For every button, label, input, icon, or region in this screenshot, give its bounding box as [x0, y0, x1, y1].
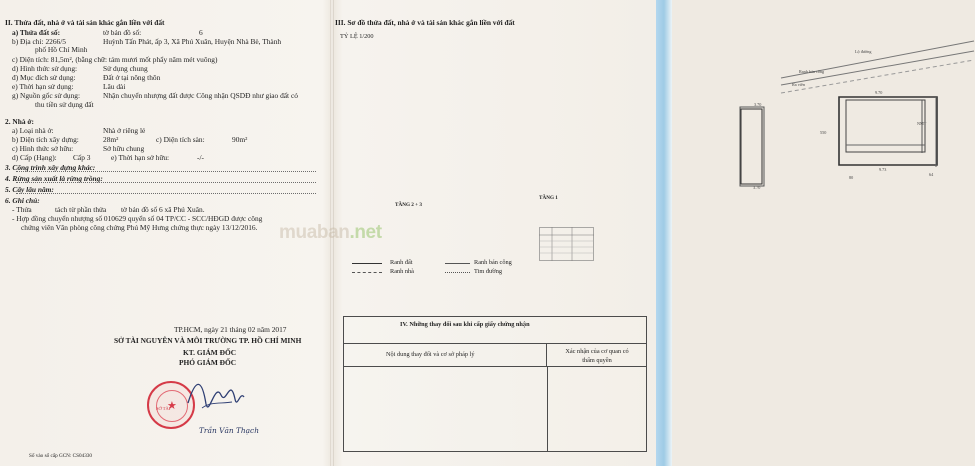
- address-value: Huỳnh Tấn Phát, ấp 3, Xã Phú Xuân, Huyện Nhà Bè, Thành: [103, 37, 282, 46]
- certificate-registration-number: Số vào sổ cấp GCN: CS04330: [29, 453, 92, 459]
- ownership-label: c) Hình thức sở hữu:: [12, 144, 74, 153]
- svg-text:550: 550: [820, 130, 827, 135]
- deputy-director-line-1: KT. GIÁM ĐỐC: [183, 348, 237, 357]
- house-boundary-legend: Ranh nhà: [390, 268, 414, 275]
- house-type-label: a) Loại nhà ở:: [12, 126, 54, 135]
- svg-text:Ra viền: Ra viền: [792, 82, 805, 87]
- semi-common-boundary-legend-line: [445, 263, 470, 264]
- svg-text:9.73: 9.73: [879, 167, 887, 172]
- watermark-text: muaban: [279, 222, 350, 243]
- svg-text:3.70: 3.70: [753, 185, 761, 190]
- map-sheet-label: tờ bản đồ số:: [103, 28, 142, 37]
- construction-area-label: b) Diện tích xây dựng:: [12, 135, 79, 144]
- ownership-value: Sở hữu chung: [103, 144, 145, 153]
- signing-date: TP.HCM, ngày 21 tháng 02 năm 2017: [174, 325, 287, 334]
- ground-floor-label: TẦNG 1: [539, 195, 558, 201]
- scale-label: TỶ LỆ 1/200: [340, 33, 374, 40]
- stamp-star-icon: ★: [167, 400, 177, 412]
- section-iii-title: III. Sơ đồ thửa đất, nhà ở và tài sản khác gắn liền với đất: [335, 18, 515, 27]
- svg-text:NMT: NMT: [917, 121, 927, 126]
- ownership-term-value: -/-: [197, 153, 204, 162]
- svg-text:Ranh bán công: Ranh bán công: [799, 69, 825, 74]
- authority-name: SỞ TÀI NGUYÊN VÀ MÔI TRƯỜNG TP. HỒ CHÍ MINH: [114, 336, 302, 345]
- address-city: phố Hồ Chí Minh: [35, 45, 88, 54]
- house-type-value: Nhà ở riêng lẻ: [103, 126, 146, 135]
- svg-text:Lộ đường: Lộ đường: [855, 49, 872, 54]
- semi-common-boundary-legend: Ranh bán công: [474, 259, 512, 266]
- other-construction-title: 3. Công trình xây dựng khác:: [5, 163, 96, 172]
- map-sheet-number: 6: [199, 28, 203, 37]
- usage-term-value: Lâu dài: [103, 82, 126, 91]
- watermark-domain: .net: [349, 222, 382, 243]
- table-column-divider: [547, 367, 548, 451]
- right-certificate-page: [334, 0, 934, 466]
- usage-form-label: d) Hình thức sử dụng:: [12, 64, 78, 73]
- authority-confirmation-label: Xác nhận của cơ quan có thẩm quyền: [565, 348, 629, 364]
- area-line: c) Diện tích: 81,5m², (bằng chữ: tám mươi mốt phẩy năm mét vuông): [12, 55, 218, 64]
- house-section-title: 2. Nhà ở:: [5, 117, 34, 126]
- changes-table: [343, 316, 647, 452]
- road-center-legend: Tim đường: [474, 268, 503, 275]
- usage-form-value: Sử dụng chung: [103, 64, 148, 73]
- signature-mark: [182, 369, 250, 420]
- floor-plan-label: TẦNG 2 + 3: [395, 202, 423, 208]
- dotted-separator: [16, 193, 316, 194]
- usage-origin-label: g) Nguồn gốc sử dụng:: [12, 91, 81, 100]
- dotted-separator: [16, 171, 316, 172]
- floor-area-value: 90m²: [232, 135, 248, 144]
- ownership-term-label: e) Thời hạn sở hữu:: [111, 153, 170, 162]
- road-center-legend-line: [445, 272, 470, 273]
- deputy-director-line-2: PHÓ GIÁM ĐỐC: [179, 358, 237, 367]
- perennial-tree-title: 5. Cây lâu năm:: [5, 185, 54, 194]
- note-line-1-start: - Thửa: [12, 205, 32, 214]
- address-label: b) Địa chỉ: 2266/5: [12, 37, 66, 46]
- blue-edge-stripe: [656, 0, 672, 466]
- usage-purpose-value: Đất ở tại nông thôn: [103, 73, 161, 82]
- changes-content-label: Nội dung thay đổi và cơ sở pháp lý: [386, 351, 475, 358]
- note-line-1-end: tờ bản đồ số 6 xã Phú Xuân.: [121, 205, 205, 214]
- note-line-2: - Hợp đồng chuyển nhượng số 010629 quyển số 04 TP/CC - SCC/HĐGD được công: [12, 214, 263, 223]
- usage-purpose-label: đ) Mục đích sử dụng:: [12, 73, 76, 82]
- land-boundary-legend-line: [352, 263, 382, 264]
- house-boundary-legend-line: [352, 272, 382, 273]
- usage-origin-value-continued: thu tiền sử dụng đất: [35, 100, 94, 109]
- land-diagram: [689, 35, 975, 239]
- svg-text:3.70: 3.70: [754, 102, 762, 107]
- authority-confirmation-header: [547, 343, 646, 367]
- usage-term-label: e) Thời hạn sử dụng:: [12, 82, 74, 91]
- section-ii-title: II. Thửa đất, nhà ở và tài sản khác gắn liền với đất: [5, 18, 165, 27]
- note-line-1-mid: tách từ phần thửa: [55, 205, 107, 214]
- changes-content-header: [344, 343, 547, 367]
- house-grade-value: Cấp 3: [73, 153, 91, 162]
- signer-name: Trần Văn Thạch: [199, 426, 259, 435]
- notes-title: 6. Ghi chú:: [5, 196, 40, 205]
- stamp-text: SỞ TÀI: [156, 406, 171, 411]
- watermark: [279, 222, 382, 244]
- svg-text:9.70: 9.70: [875, 90, 883, 95]
- land-boundary-legend: Ranh đất: [390, 259, 413, 266]
- svg-text:80: 80: [849, 175, 854, 180]
- svg-text:64: 64: [929, 172, 934, 177]
- dotted-separator: [16, 182, 316, 183]
- house-grade-label: d) Cấp (Hạng):: [12, 153, 57, 162]
- usage-origin-value: Nhận chuyển nhượng đất được Công nhận QSDĐ như giao đất có: [103, 91, 298, 100]
- changes-table-title-row: [344, 317, 646, 344]
- land-lot-number-label: a) Thửa đất số:: [12, 28, 61, 37]
- note-line-3: chứng viên Văn phòng công chứng Phú Mỹ Hưng chứng thực ngày 13/12/2016.: [21, 223, 258, 232]
- construction-area-value: 28m²: [103, 135, 119, 144]
- floor-area-label: c) Diện tích sàn:: [156, 135, 205, 144]
- section-iv-title: IV. Những thay đổi sau khi cấp giấy chứng nhận: [400, 321, 530, 328]
- forest-title: 4. Rừng sản xuất là rừng trồng:: [5, 174, 103, 183]
- coordinate-table: [539, 227, 594, 261]
